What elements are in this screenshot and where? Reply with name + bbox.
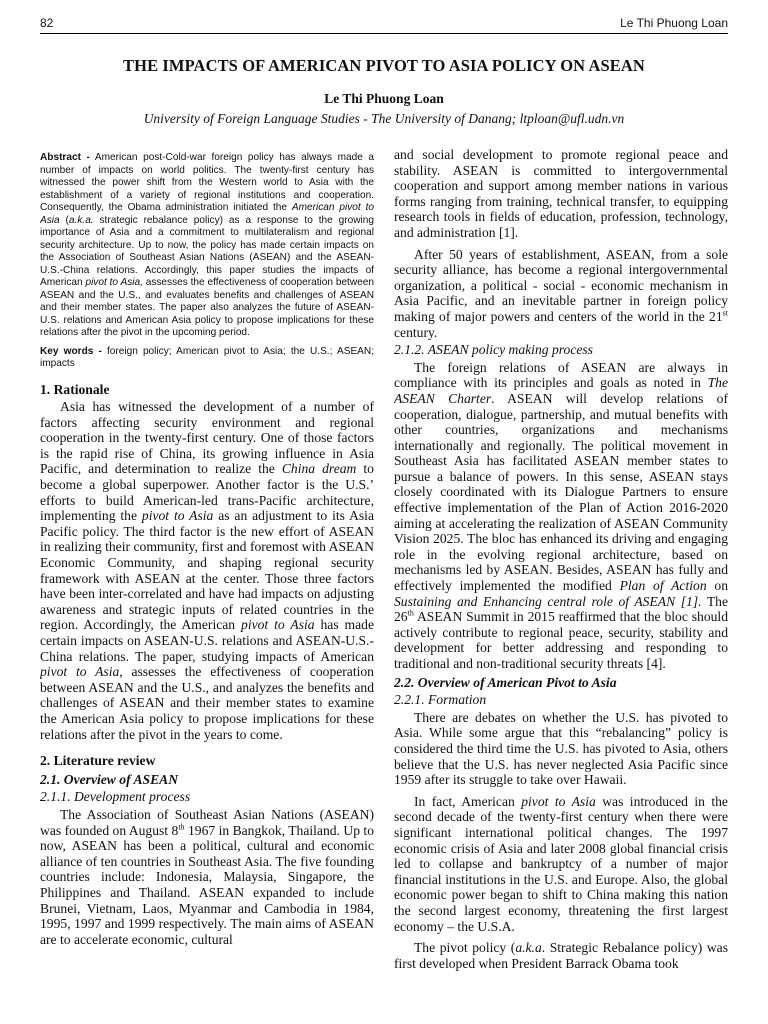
section-heading-rationale: 1. Rationale bbox=[40, 381, 110, 397]
subsubsection-heading-formation: 2.2.1. Formation bbox=[394, 692, 487, 708]
development-paragraph: The Association of Southeast Asian Nations (ASEAN) was founded on August 8th 1967 in Bangkok, Thailand. Up to now, ASEAN has been a political, cultural and economic alliance of ten countries in Southeast Asia. The five founding countries include: Indonesia, Malaysia, Singapore, the Philippines and Thailand. ASEAN expanded to include Brunei, Vietnam, Laos, Myanmar and Cambodia in 1984, 1995, 1997 and 1999 respectively. The main aims of ASEAN are to accelerate economic, cultural bbox=[40, 806, 374, 947]
pivot-intro-paragraph: In fact, American pivot to Asia was introduced in the second decade of the twenty-first century when there were significant international political changes. The 1997 economic crisis of Asia and later 2008 global financial crisis led to collapse and bankruptcy of a number of major financial institutions in the U.S. and Europe. Also, the global economic power began to shift to China making this nation the second largest economy, threatening the first largest economy – the U.S.A. bbox=[394, 793, 728, 934]
running-author: Le Thi Phuong Loan bbox=[620, 16, 728, 30]
right-column bbox=[394, 147, 728, 1009]
affiliation: University of Foreign Language Studies - The University of Danang; ltploan@ufl.udn.vn bbox=[143, 111, 625, 126]
abstract: Abstract - American post-Cold-war foreign policy has always made a number of impacts on world politics. The twenty-first century has witnessed the power shift from the Western world to Asia with the establishment of a variety of regional institutions and cooperation. Consequently, the Obama administration initiated the American pivot to Asia (a.k.a. strategic rebalance policy) as a response to the growing importance of Asia and a commitment to multilateralism and regional security architecture. Up to now, the policy has made certain impacts on the Association of Southeast Asian Nations (ASEAN) and the ASEAN-U.S.-China relations. Accordingly, this paper studies the impacts of American pivot to Asia, assesses the effectiveness of cooperation between ASEAN and the U.S., and evaluates benefits and challenges of ASEAN and their member states. The paper also analyzes the future of ASEAN-U.S. relations and American Asia policy to propose implications for these relations after the pivot in the upcoming period. bbox=[40, 152, 374, 338]
subsubsection-heading-policy-making: 2.1.2. ASEAN policy making process bbox=[394, 342, 593, 358]
establishment-paragraph: After 50 years of establishment, ASEAN, from a sole security alliance, has become a regional intergovernmental organization, a political - social - economic mechanism in Asia Pacific, and an inevitable partner in foreign policy making of major powers and centers of the world in the 21st century. bbox=[394, 246, 728, 340]
subsection-heading-asean: 2.1. Overview of ASEAN bbox=[40, 771, 179, 787]
pivot-policy-paragraph: The pivot policy (a.k.a. Strategic Rebalance policy) was first developed when President Barrack Obama took bbox=[394, 940, 728, 971]
page-number: 82 bbox=[40, 16, 54, 30]
author-name: Le Thi Phuong Loan bbox=[324, 91, 444, 106]
left-column bbox=[40, 147, 374, 1009]
subsubsection-heading-development: 2.1.1. Development process bbox=[40, 789, 191, 805]
development-paragraph-cont: and social development to promote regional peace and stability. ASEAN is committed to intergovernmental cooperation and support among member nations in various forms ranging from training, technical transfer, to equipping research tools in fields of education, profession, technology, and administration [1]. bbox=[394, 147, 728, 240]
section-heading-literature: 2. Literature review bbox=[40, 753, 156, 769]
abstract-label: Abstract - bbox=[40, 152, 90, 163]
paper-title: THE IMPACTS OF AMERICAN PIVOT TO ASIA POLICY ON ASEAN bbox=[123, 56, 645, 75]
policy-paragraph: The foreign relations of ASEAN are always in compliance with its principles and goals as noted in The ASEAN Charter. ASEAN will develop relations of cooperation, dialogue, partnership, and mutual benefits with other countries, organizations and mechanisms internationally and regionally. The political movement in Southeast Asia has facilitated ASEAN member states to pursue a balance of powers. In this sense, ASEAN stays closely coordinated with its Dialogue Partners to ensure effective implementation of the Plan of Action 2016-2020 aiming at accelerating the realization of ASEAN Community Vision 2025. The bloc has enhanced its driving and engaging role in the evolving regional architecture, based on mechanisms led by ASEAN. Besides, ASEAN has fully and effectively implemented the modified Plan of Action on Sustaining and Enhancing central role of ASEAN [1]. The 26th ASEAN Summit in 2015 reaffirmed that the bloc should actively contribute to regional peace, security, stability and development for better addressing and responding to traditional and non-traditional security threats [4]. bbox=[394, 359, 728, 671]
keywords: Key words - foreign policy; American pivot to Asia; the U.S.; ASEAN; impacts bbox=[40, 345, 374, 369]
running-header bbox=[40, 16, 728, 34]
formation-paragraph: There are debates on whether the U.S. has pivoted to Asia. While some argue that this “rebalancing” policy is considered the third time the U.S. has pivoted to Asia, others believe that the U.S. has never neglected Asia Pacific since 1959 after its struggle to take over Hawaii. bbox=[394, 709, 728, 788]
keywords-label: Key words - bbox=[40, 345, 102, 357]
subsection-heading-pivot: 2.2. Overview of American Pivot to Asia bbox=[394, 674, 617, 690]
rationale-paragraph: Asia has witnessed the development of a number of factors affecting security environment and regional cooperation in the twenty-first century. One of those factors is the rapid rise of China, its growing influence in Asia Pacific, and determination to realize the China dream to become a global superpower. Another factor is the U.S.’ efforts to build American-led trans-Pacific architecture, implementing the pivot to Asia as an adjustment to its Asia Pacific policy. The third factor is the new effort of ASEAN in realizing their community, first and foremost with ASEAN Economic Community, and shaping regional security framework with ASEAN at the center. Those three factors have been inter-correlated and have had impacts on adjusting awareness and strategic inputs of related countries in the region. Accordingly, the American pivot to Asia has made certain impacts on ASEAN-U.S. relations and ASEAN-U.S.-China relations. The paper, studying impacts of American pivot to Asia, assesses the effectiveness of cooperation between ASEAN and the U.S., and analyzes the benefits and challenges of ASEAN and their member states to examine the American Asia policy to propose implications for these relations after the pivot in the years to come. bbox=[40, 399, 374, 742]
